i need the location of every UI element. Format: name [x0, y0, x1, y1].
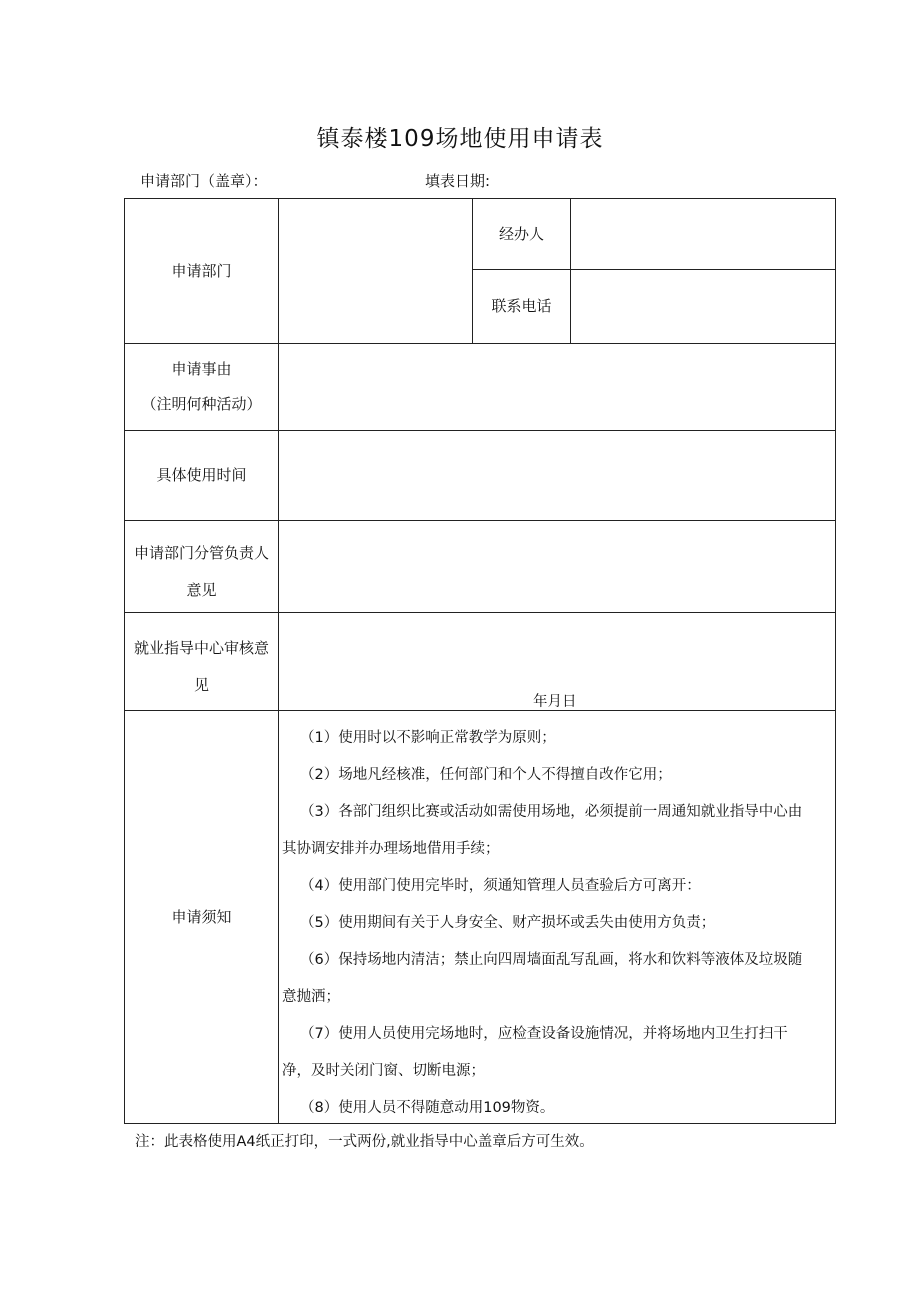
dept-opinion-field[interactable]: [279, 521, 835, 612]
usage-time-field[interactable]: [279, 431, 835, 520]
rule-item: （5）使用期间有关于人身安全、财产损坏或丢失由使用方负责；: [300, 915, 716, 931]
reason-hint: （注明何种活动）: [141, 395, 262, 413]
rule-item-continued: 意抛洒；: [282, 989, 340, 1005]
rule-item: （6）保持场地内清洁；禁止向四周墙面乱写乱画，将水和饮料等液体及垃圾随: [300, 952, 803, 968]
date-placeholder: 年月日: [533, 694, 577, 710]
reason-label: 申请事由: [171, 360, 232, 378]
rule-item: （7）使用人员使用完场地时，应检查设备设施情况，并将场地内卫生打扫干: [300, 1026, 788, 1042]
rule-item: （2）场地凡经核准，任何部门和个人不得擅自改作它用；: [300, 767, 672, 783]
rule-item: （1）使用时以不影响正常教学为原则；: [300, 730, 556, 746]
handler-label: 经办人: [498, 225, 544, 243]
center-opinion-label-2: 见: [193, 676, 209, 694]
rule-item: （3）各部门组织比赛或活动如需使用场地，必须提前一周通知就业指导中心由: [300, 804, 803, 820]
center-opinion-label: 就业指导中心审核意: [133, 639, 269, 657]
phone-field[interactable]: [571, 270, 835, 343]
handler-field[interactable]: [571, 199, 835, 269]
rule-item-continued: 其协调安排并办理场地借用手续；: [282, 841, 500, 857]
dept-opinion-label: 申请部门分管负责人: [133, 544, 269, 562]
page-title: 镇泰楼109场地使用申请表: [316, 126, 604, 152]
rule-item-continued: 净，及时关闭门窗、切断电源；: [282, 1063, 485, 1079]
department-field[interactable]: [279, 199, 472, 343]
notice-label: 申请须知: [171, 908, 232, 926]
department-label: 申请部门: [171, 262, 232, 280]
department-stamp-label: 申请部门（盖章）：: [140, 172, 268, 190]
footer-note: 注：此表格使用A4纸正打印，一式两份,就业指导中心盖章后方可生效。: [135, 1134, 594, 1150]
fill-date-label: 填表日期:: [425, 172, 491, 190]
usage-time-label: 具体使用时间: [156, 466, 247, 484]
reason-field[interactable]: [279, 344, 835, 430]
rule-item: （8）使用人员不得随意动用109物资。: [300, 1100, 555, 1116]
rule-item: （4）使用部门使用完毕时，须通知管理人员查验后方可离开：: [300, 878, 701, 894]
dept-opinion-label-2: 意见: [186, 581, 217, 599]
phone-label: 联系电话: [491, 297, 552, 315]
